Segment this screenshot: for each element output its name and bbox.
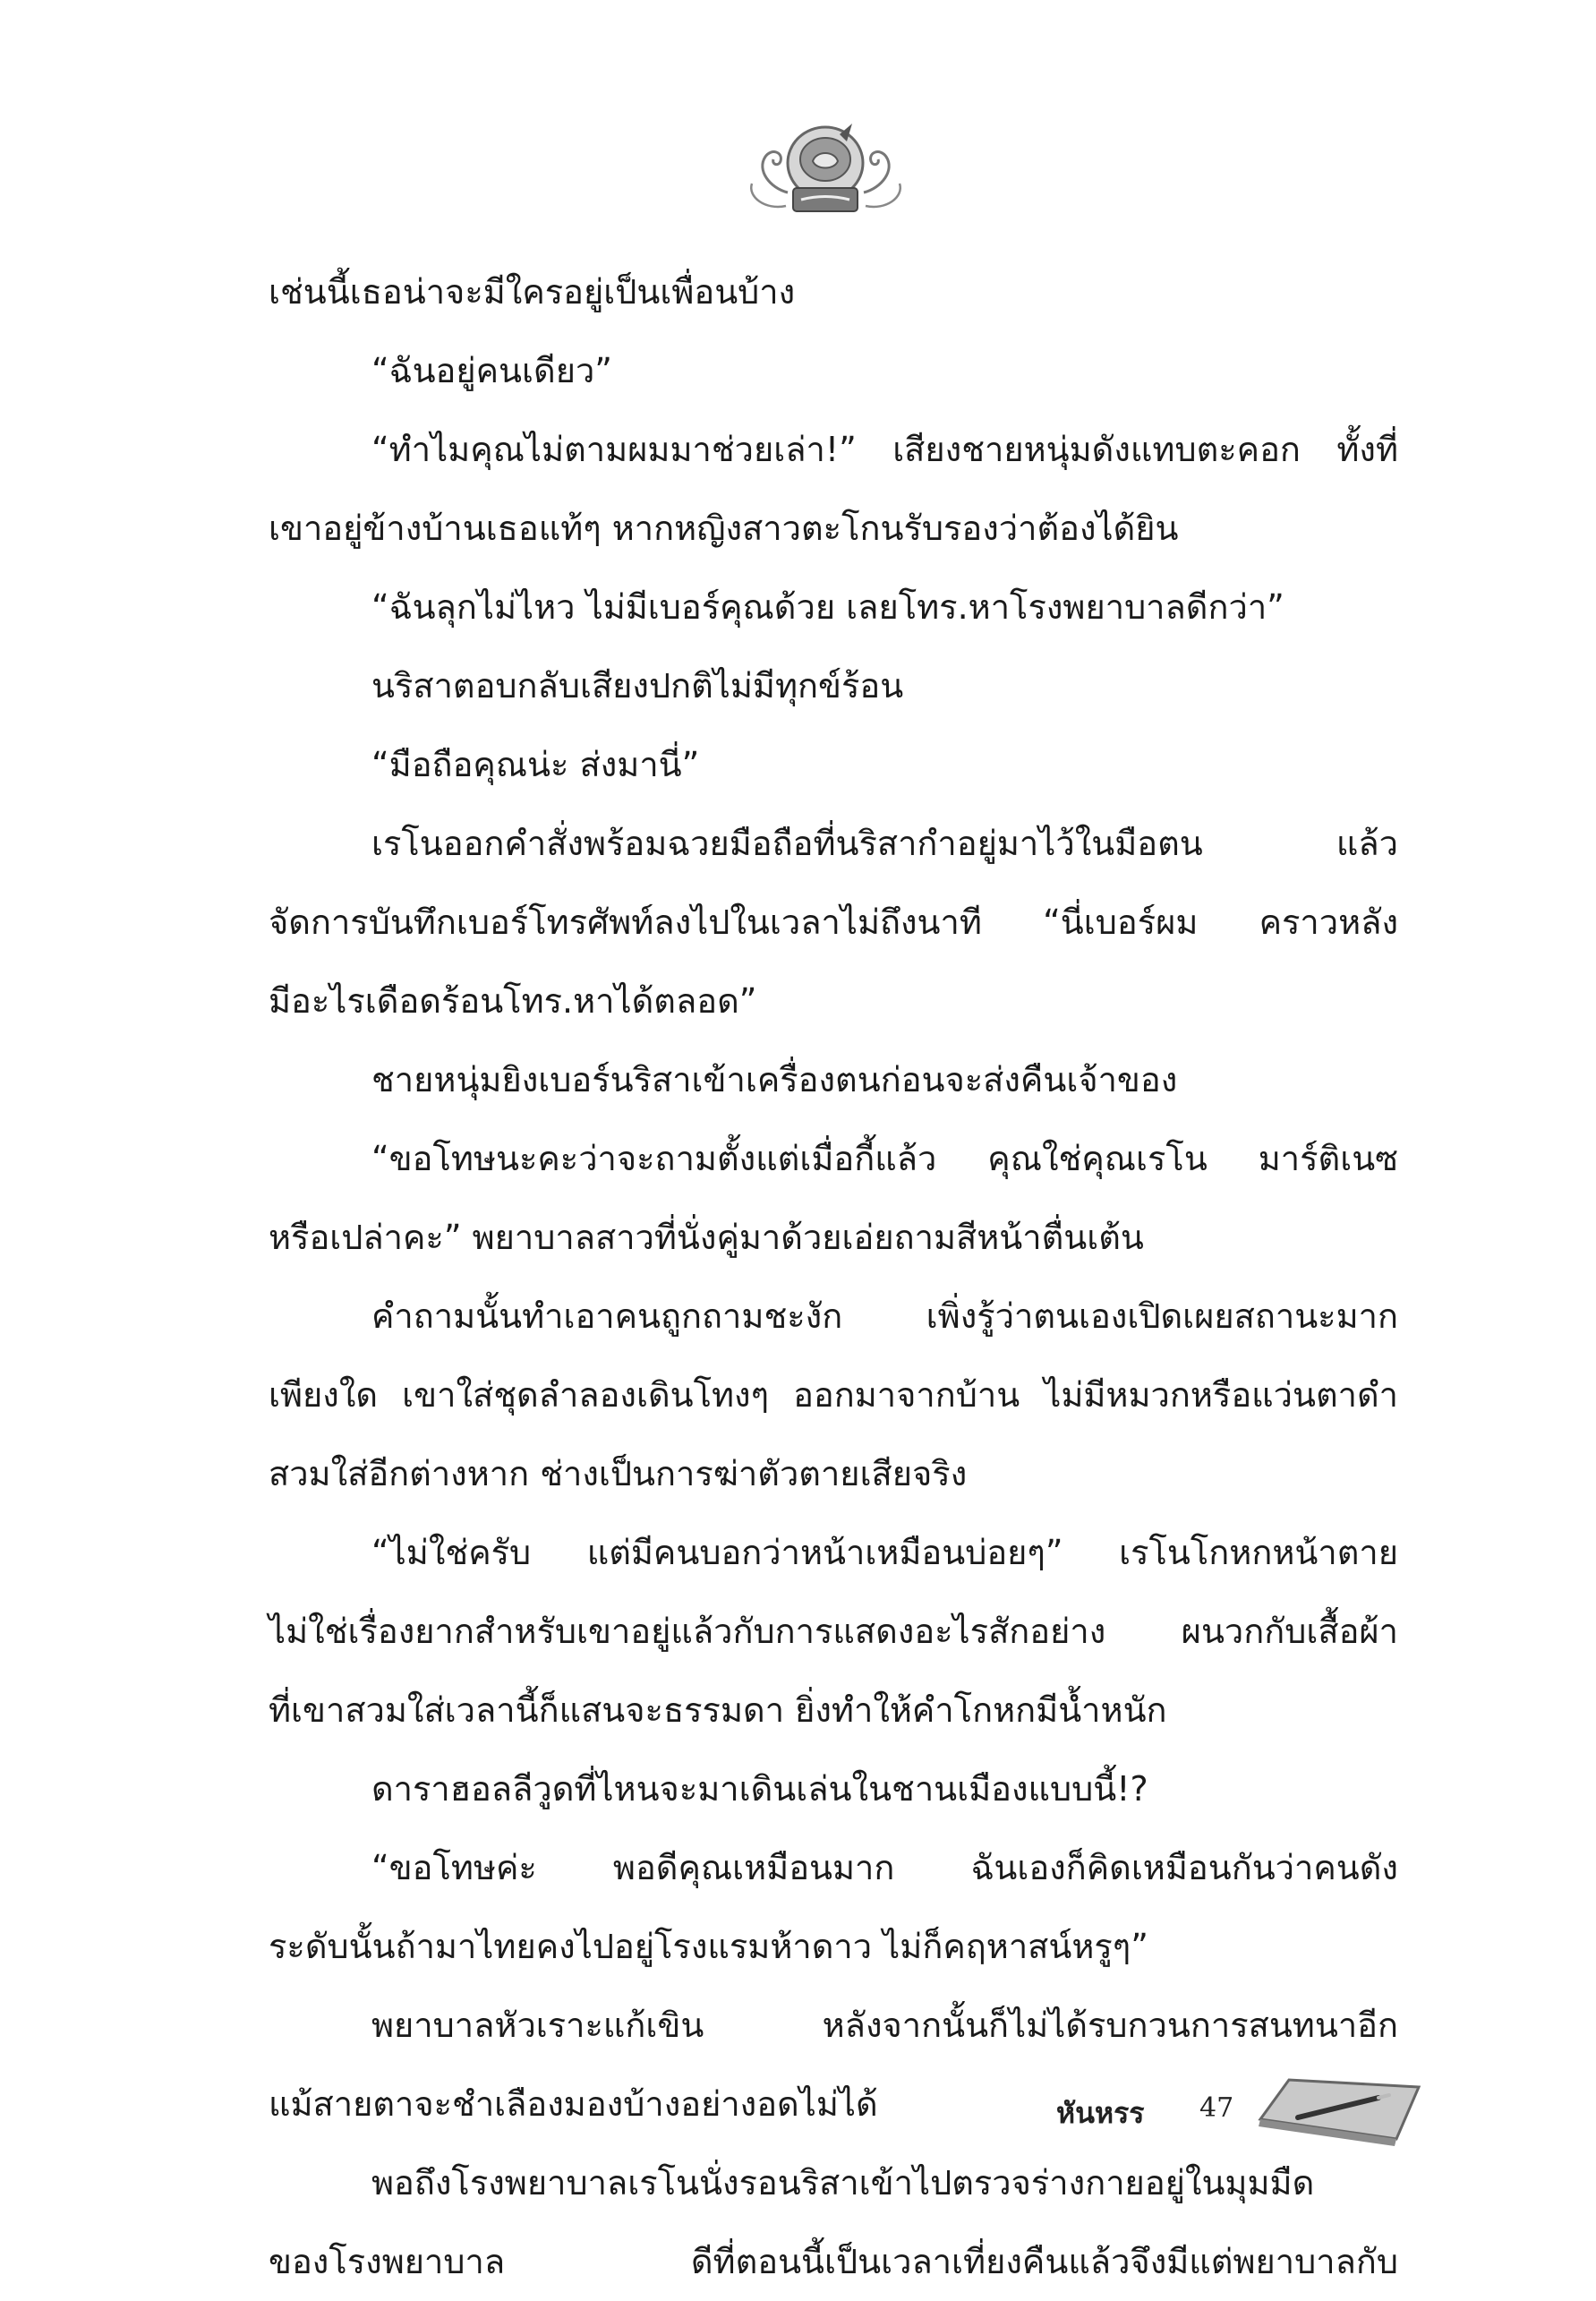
body-text [269, 252, 1398, 2301]
text-line: ดาราฮอลลีวูดที่ไหนจะมาเดินเล่นในชานเมืองแบบนี้!? [371, 1769, 1148, 1809]
text-line: “ไม่ใช่ครับ แต่มีคนบอกว่าหน้าเหมือนบ่อยๆ” เรโนโกหกหน้าตาย [371, 1533, 1398, 1572]
text-line: ของโรงพยาบาล ดีที่ตอนนี้เป็นเวลาเที่ยงคืนแล้วจึงมีแต่พยาบาลกับ [269, 2242, 1398, 2281]
text-line: “มือถือคุณน่ะ ส่งมานี่” [371, 745, 700, 784]
text-line: มีอะไรเดือดร้อนโทร.หาได้ตลอด” [269, 981, 757, 1021]
text-line: ระดับนั้นถ้ามาไทยคงไปอยู่โรงแรมห้าดาว ไม่ก็คฤหาสน์หรูๆ” [269, 1927, 1148, 1966]
text-line: “ฉันลุกไม่ไหว ไม่มีเบอร์คุณด้วย เลยโทร.หาโรงพยาบาลดีกว่า” [371, 587, 1284, 627]
text-line: สวมใส่อีกต่างหาก ช่างเป็นการฆ่าตัวตายเสียจริง [269, 1454, 968, 1493]
text-line: “ขอโทษค่ะ พอดีคุณเหมือนมาก ฉันเองก็คิดเหมือนกันว่าคนดัง [371, 1848, 1398, 1887]
page-number: 47 [1199, 2092, 1234, 2124]
text-line: “ฉันอยู่คนเดียว” [371, 351, 612, 390]
text-line: ที่เขาสวมใส่เวลานี้ก็แสนจะธรรมดา ยิ่งทำให้คำโกหกมีน้ำหนัก [269, 1690, 1167, 1730]
quill-ornament-icon [734, 107, 917, 224]
text-line: นริสาตอบกลับเสียงปกติไม่มีทุกข์ร้อน [371, 666, 904, 706]
text-line: “ขอโทษนะคะว่าจะถามตั้งแต่เมื่อกี้แล้ว คุณใช่คุณเรโน มาร์ติเนซ [371, 1139, 1398, 1178]
page-footer [1056, 2064, 1441, 2153]
text-line: พอถึงโรงพยาบาลเรโนนั่งรอนริสาเข้าไปตรวจร่างกายอยู่ในมุมมืด [371, 2163, 1315, 2203]
pen-on-tablet-icon [1253, 2064, 1423, 2153]
text-line: จัดการบันทึกเบอร์โทรศัพท์ลงไปในเวลาไม่ถึงนาที “นี่เบอร์ผม คราวหลัง [269, 902, 1398, 942]
text-line: คำถามนั้นทำเอาคนถูกถามชะงัก เพิ่งรู้ว่าตนเองเปิดเผยสถานะมาก [371, 1296, 1398, 1336]
text-line: เช่นนี้เธอน่าจะมีใครอยู่เป็นเพื่อนบ้าง [269, 272, 796, 312]
text-line: พยาบาลหัวเราะแก้เขิน หลังจากนั้นก็ไม่ได้รบกวนการสนทนาอีก [371, 2006, 1398, 2045]
text-line: ชายหนุ่มยิงเบอร์นริสาเข้าเครื่องตนก่อนจะส่งคืนเจ้าของ [371, 1060, 1178, 1099]
text-line: “ทำไมคุณไม่ตามผมมาช่วยเล่า!” เสียงชายหนุ่มดังแทบตะคอก ทั้งที่ [371, 430, 1398, 469]
text-line: แม้สายตาจะชำเลืองมองบ้างอย่างอดไม่ได้ [269, 2084, 878, 2124]
text-line: เรโนออกคำสั่งพร้อมฉวยมือถือที่นริสากำอยู่มาไว้ในมือตน แล้ว [371, 824, 1398, 863]
text-line: เพียงใด เขาใส่ชุดลำลองเดินโทงๆ ออกมาจากบ้าน ไม่มีหมวกหรือแว่นตาดำ [269, 1375, 1398, 1415]
text-line: หรือเปล่าคะ” พยาบาลสาวที่นั่งคู่มาด้วยเอ่ยถามสีหน้าตื่นเต้น [269, 1218, 1144, 1257]
text-line: ไม่ใช่เรื่องยากสำหรับเขาอยู่แล้วกับการแสดงอะไรสักอย่าง ผนวกกับเสื้อผ้า [269, 1612, 1398, 1651]
book-title: หันหรร [1056, 2096, 1145, 2130]
text-line: เขาอยู่ข้างบ้านเธอแท้ๆ หากหญิงสาวตะโกนรับรองว่าต้องได้ยิน [269, 509, 1179, 548]
